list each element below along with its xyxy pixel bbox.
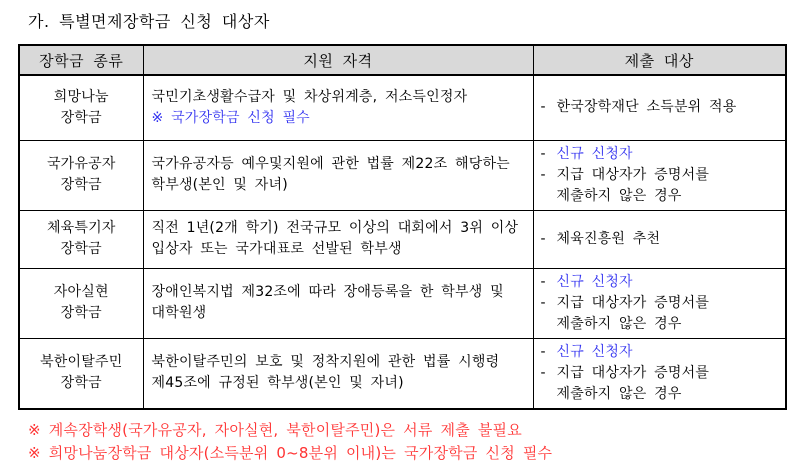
submission-line	[541, 144, 782, 165]
eligibility-line: 북한이탈주민의 보호 및 정착지원에 관한 법률 시행령	[151, 354, 500, 370]
eligibility-line: 대학원생	[151, 305, 207, 321]
eligibility-cell	[143, 268, 533, 338]
submission-text: 신규 신청자	[556, 145, 633, 162]
eligibility-line: 국민기초생활수급자 및 차상위계층, 저소득인정자	[151, 88, 468, 105]
submission-text: 신규 신청자	[556, 273, 633, 290]
scholarship-type-cell	[19, 210, 143, 268]
table-row	[19, 268, 786, 338]
submission-line	[541, 272, 782, 293]
header-row	[19, 45, 786, 75]
submission-cell	[533, 338, 786, 409]
header-submission-target: 제출 대상	[533, 45, 786, 75]
scholarship-type-line: 장학금	[60, 305, 102, 321]
dash-bullet: -	[540, 230, 546, 247]
eligibility-cell	[143, 210, 533, 268]
eligibility-line: 직전 1년(2개 학기) 전국규모 이상의 대회에서 3위 이상	[151, 220, 519, 236]
dash-bullet: -	[540, 99, 546, 116]
dash-bullet: -	[540, 343, 546, 360]
table-row	[19, 140, 786, 210]
eligibility-cell	[143, 140, 533, 210]
eligibility-line: 제45조에 규정된 학부생(본인 및 자녀)	[151, 375, 404, 391]
submission-line	[541, 186, 782, 207]
scholarship-type-cell	[19, 338, 143, 409]
scholarship-type-cell	[19, 75, 143, 140]
scholarship-table	[18, 44, 787, 410]
submission-text: 제출하지 않은 경우	[556, 385, 682, 402]
scholarship-type-line: 자아실현	[53, 284, 109, 300]
submission-text: 신규 신청자	[556, 343, 633, 360]
table-row	[19, 338, 786, 409]
dash-bullet: -	[540, 294, 546, 311]
submission-text: 한국장학재단 소득분위 적용	[556, 99, 737, 116]
eligibility-line: 학부생(본인 및 자녀)	[151, 177, 288, 193]
dash-bullet: -	[540, 364, 546, 381]
submission-line	[541, 293, 782, 314]
dash-bullet: -	[540, 273, 546, 290]
table-header	[19, 45, 786, 75]
scholarship-type-cell	[19, 140, 143, 210]
table-row	[19, 75, 786, 140]
submission-text: 제출하지 않은 경우	[556, 315, 682, 332]
dash-bullet: -	[540, 166, 546, 183]
eligibility-line: 장애인복지법 제32조에 따라 장애등록을 한 학부생 및	[151, 284, 504, 300]
header-scholarship-type: 장학금 종류	[19, 45, 143, 75]
footnote-continuing-scholars: ※ 계속장학생(국가유공자, 자아실현, 북한이탈주민)은 서류 제출 불필요	[28, 420, 522, 439]
page-title: 가. 특별면제장학금 신청 대상자	[28, 12, 270, 31]
scholarship-type-line: 장학금	[60, 177, 102, 193]
document-page	[0, 9, 802, 462]
dash-bullet: -	[540, 145, 546, 162]
submission-text: 지급 대상자가 증명서를	[556, 294, 710, 311]
footnote-hope-sharing: ※ 희망나눔장학금 대상자(소득분위 0~8분위 이내)는 국가장학금 신청 필수	[28, 443, 553, 462]
header-eligibility: 지원 자격	[143, 45, 533, 75]
submission-cell	[533, 210, 786, 268]
scholarship-type-line: 체육특기자	[46, 220, 116, 236]
eligibility-line: 입상자 또는 국가대표로 선발된 학부생	[151, 241, 402, 257]
submission-text: 체육진흥원 추천	[556, 230, 661, 247]
eligibility-line: 국가유공자등 예우및지원에 관한 법률 제22조 해당하는	[151, 156, 510, 172]
footnotes	[28, 419, 802, 465]
eligibility-line: ※ 국가장학금 신청 필수	[151, 109, 310, 126]
submission-line	[541, 165, 782, 186]
table-row	[19, 210, 786, 268]
scholarship-type-line: 장학금	[60, 109, 102, 126]
submission-cell	[533, 140, 786, 210]
submission-line	[541, 314, 782, 335]
submission-text: 지급 대상자가 증명서를	[556, 166, 710, 183]
submission-text: 제출하지 않은 경우	[556, 187, 682, 204]
eligibility-cell	[143, 75, 533, 140]
scholarship-type-line: 장학금	[60, 241, 102, 257]
submission-line	[541, 384, 782, 405]
scholarship-type-line: 국가유공자	[46, 156, 116, 172]
scholarship-type-line: 희망나눔	[53, 88, 109, 105]
submission-cell	[533, 75, 786, 140]
scholarship-type-line: 북한이탈주민	[40, 354, 123, 370]
eligibility-cell	[143, 338, 533, 409]
submission-line	[541, 342, 782, 363]
scholarship-table-body	[19, 75, 786, 409]
submission-text: 지급 대상자가 증명서를	[556, 364, 710, 381]
scholarship-type-line: 장학금	[60, 375, 102, 391]
submission-cell	[533, 268, 786, 338]
submission-line	[541, 229, 782, 250]
submission-line	[541, 363, 782, 384]
scholarship-type-cell	[19, 268, 143, 338]
submission-line	[541, 97, 782, 118]
